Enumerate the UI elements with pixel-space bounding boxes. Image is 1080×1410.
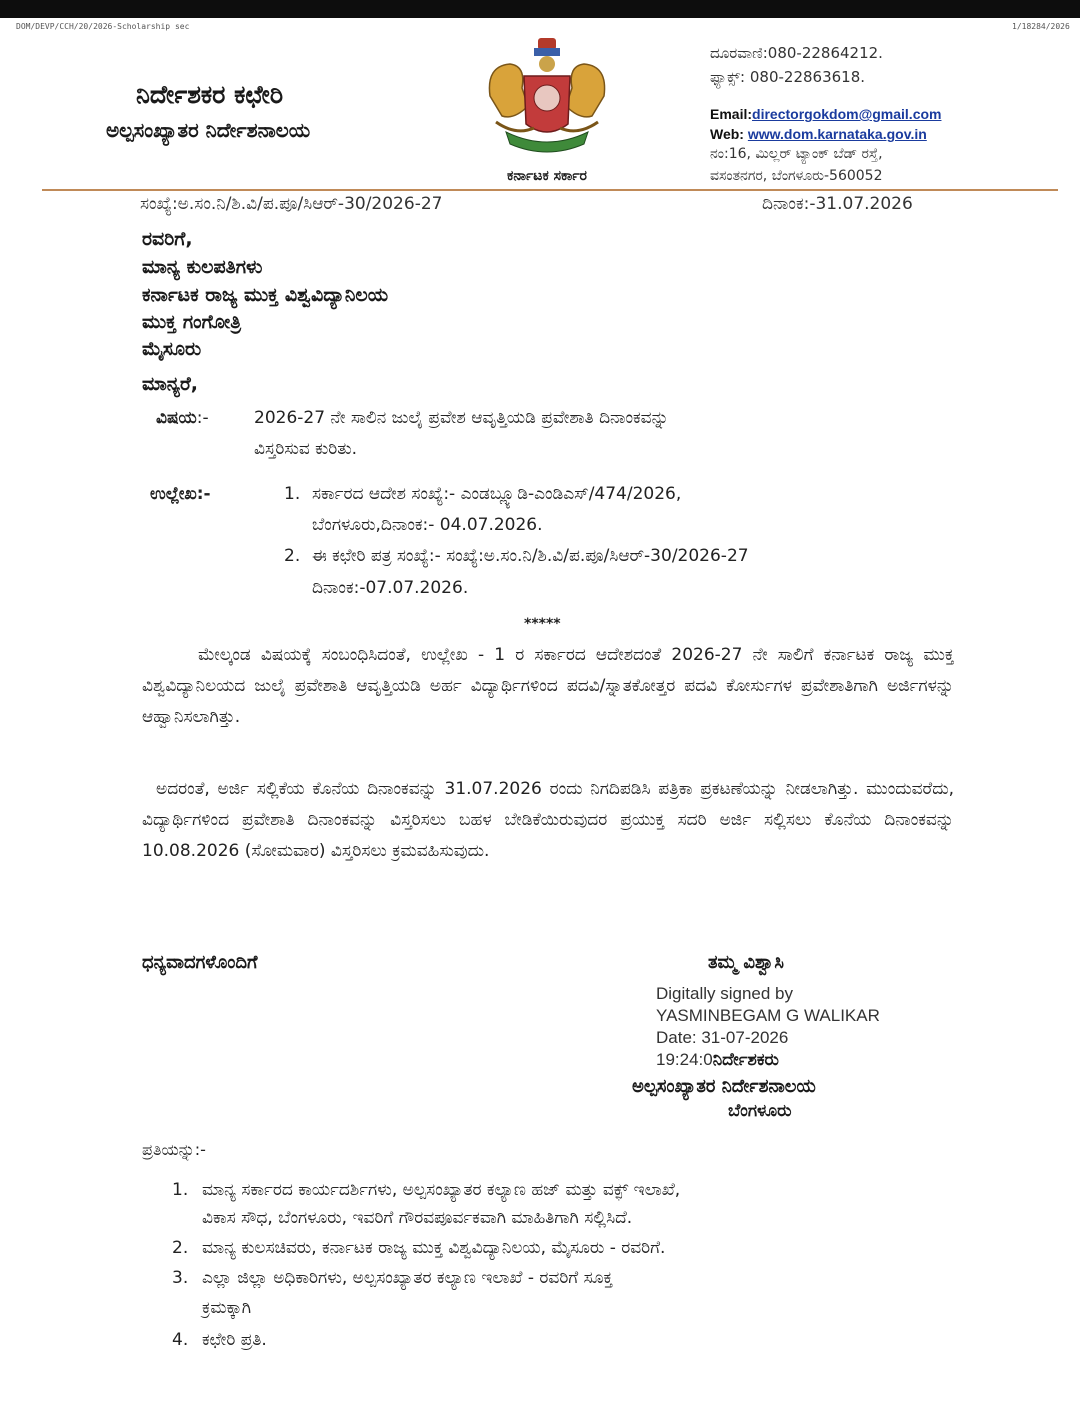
reference-number: ಸಂಖ್ಯೆ:ಅ.ಸಂ.ನಿ/ಶಿ.ವಿ/ಪ.ಪೂ/ಸಿಆರ್-30/2026-27 [140, 194, 443, 214]
file-ref-left: DOM/DEVP/CCH/20/2026-Scholarship sec [16, 22, 190, 31]
address-line-2: ವಸಂತನಗರ, ಬೆಂಗಳೂರು-560052 [710, 168, 883, 184]
subject-label: ವಿಷಯ [156, 408, 197, 428]
copy-1-line-2: ವಿಕಾಸ ಸೌಧ, ಬೆಂಗಳೂರು, ಇವರಿಗೆ ಗೌರವಪೂರ್ವಕವಾಗಿ ಮಾಹಿತಿಗಾಗಿ ಸಲ್ಲಿಸಿದೆ. [202, 1208, 633, 1228]
subject-line-1: 2026-27 ನೇ ಸಾಲಿನ ಜುಲೈ ಪ್ರವೇಶ ಆವೃತ್ತಿಯಡಿ ಪ್ರವೇಶಾತಿ ದಿನಾಂಕವನ್ನು [254, 408, 669, 428]
signature-line-4-group [656, 1050, 779, 1070]
closing-yours: ತಮ್ಮ ವಿಶ್ವಾಸಿ [708, 952, 784, 973]
web-line [710, 126, 927, 142]
recipient-line-1: ರವರಿಗೆ, [142, 228, 193, 250]
reference-2-line-2: ದಿನಾಂಕ:-07.07.2026. [312, 578, 469, 598]
copy-1-line-1: ಮಾನ್ಯ ಸರ್ಕಾರದ ಕಾರ್ಯದರ್ಶಿಗಳು, ಅಲ್ಪಸಂಖ್ಯಾತರ ಕಲ್ಯಾಣ ಹಜ್ ಮತ್ತು ವಕ್ಫ್ ಇಲಾಖೆ, [202, 1180, 681, 1200]
department-name: ಅಲ್ಪಸಂಖ್ಯಾತರ ನಿರ್ದೇಶನಾಲಯ [106, 118, 311, 142]
section-separator: ***** [524, 616, 561, 632]
reference-2-number: 2. [284, 546, 301, 566]
recipient-line-4: ಮುಕ್ತ ಗಂಗೋತ್ರಿ [142, 311, 242, 333]
file-ref-right: 1/18284/2026 [1012, 22, 1070, 31]
references-label: ಉಲ್ಲೇಖ:- [150, 484, 211, 504]
signatory-department: ಅಲ್ಪಸಂಖ್ಯಾತರ ನಿರ್ದೇಶನಾಲಯ [632, 1076, 816, 1097]
signature-line-3: Date: 31-07-2026 [656, 1028, 789, 1047]
subject-separator: :- [196, 408, 209, 428]
reference-2-line-1: ಈ ಕಛೇರಿ ಪತ್ರ ಸಂಖ್ಯೆ:- ಸಂಖ್ಯೆ:ಅ.ಸಂ.ನಿ/ಶಿ.ವಿ/ಪ.ಪೂ/ಸಿಆರ್-30/2026-27 [312, 546, 749, 566]
signature-line-1: Digitally signed by [656, 984, 794, 1003]
emblem-caption: ಕರ್ನಾಟಕ ಸರ್ಕಾರ [507, 168, 587, 184]
copy-2-line-1: ಮಾನ್ಯ ಕುಲಸಚಿವರು, ಕರ್ನಾಟಕ ರಾಜ್ಯ ಮುಕ್ತ ವಿಶ್ವವಿದ್ಯಾನಿಲಯ, ಮೈಸೂರು - ರವರಿಗೆ. [202, 1238, 666, 1258]
header-divider [42, 189, 1058, 191]
subject-label-group [156, 408, 209, 428]
copy-1-number: 1. [172, 1180, 189, 1200]
email-link[interactable]: directorgokdom@gmail.com [752, 106, 942, 122]
recipient-line-5: ಮೈಸೂರು [142, 338, 202, 360]
closing-thanks: ಧನ್ಯವಾದಗಳೊಂದಿಗೆ [142, 952, 258, 973]
subject-line-2: ವಿಸ್ತರಿಸುವ ಕುರಿತು. [254, 439, 358, 459]
copy-3-line-1: ಎಲ್ಲಾ ಜಿಲ್ಲಾ ಅಧಿಕಾರಿಗಳು, ಅಲ್ಪಸಂಖ್ಯಾತರ ಕಲ್ಯಾಣ ಇಲಾಖೆ - ರವರಿಗೆ ಸೂಕ್ತ [202, 1268, 613, 1288]
signature-line-2: YASMINBEGAM G WALIKAR [656, 1006, 880, 1025]
email-label: Email: [710, 106, 753, 122]
government-emblem [476, 36, 618, 186]
copy-3-number: 3. [172, 1268, 189, 1288]
body-paragraph-1: ಮೇಲ್ಕಂಡ ವಿಷಯಕ್ಕೆ ಸಂಬಂಧಿಸಿದಂತೆ, ಉಲ್ಲೇಖ - 1 ರ ಸರ್ಕಾರದ ಆದೇಶದಂತೆ 2026-27 ನೇ ಸಾಲಿಗೆ ಕರ್ನಾಟಕ ರಾಜ್ಯ ಮುಕ್ತ ವಿಶ್ವವಿದ್ಯಾನಿಲಯದ ಜುಲೈ ಪ್ರವೇಶಾತಿ ಆವೃತ್ತಿಯಡಿ ಅರ್ಹ ವಿದ್ಯಾರ್ಥಿಗಳಿಂದ ಪದವಿ/ಸ್ನಾತಕೋತ್ತರ ಪದವಿ ಕೋರ್ಸುಗಳ ಪ್ರವೇಶಾತಿಗಾಗಿ ಅರ್ಜಿಗಳನ್ನು ಆಹ್ವಾನಿಸಲಾಗಿತ್ತು. [142, 645, 954, 727]
scan-top-border [0, 0, 1080, 18]
signatory-city: ಬೆಂಗಳೂರು [728, 1101, 792, 1121]
phone-number: ದೂರವಾಣಿ:080-22864212. [710, 44, 883, 62]
reference-1-number: 1. [284, 484, 301, 504]
copy-4-number: 4. [172, 1330, 189, 1350]
fax-number: ಫ್ಯಾಕ್ಸ್: 080-22863618. [710, 68, 866, 86]
address-line-1: ನಂ:16, ಮಿಲ್ಲರ್ ಟ್ಯಾಂಕ್ ಬೆಡ್ ರಸ್ತೆ, [710, 146, 883, 162]
copy-4-line-1: ಕಛೇರಿ ಪ್ರತಿ. [202, 1330, 267, 1350]
copy-2-number: 2. [172, 1238, 189, 1258]
signatory-title: ನಿರ್ದೇಶಕರು [712, 1050, 779, 1070]
recipient-line-2: ಮಾನ್ಯ ಕುಲಪತಿಗಳು [142, 256, 263, 278]
recipient-line-3: ಕರ್ನಾಟಕ ರಾಜ್ಯ ಮುಕ್ತ ವಿಶ್ವವಿದ್ಯಾನಿಲಯ [142, 284, 389, 306]
copy-to-label: ಪ್ರತಿಯನ್ನು:- [142, 1140, 206, 1159]
copy-3-line-2: ಕ್ರಮಕ್ಕಾಗಿ [202, 1298, 252, 1318]
web-label: Web: [710, 126, 748, 142]
salutation: ಮಾನ್ಯರೆ, [142, 373, 198, 395]
reference-1-line-2: ಬೆಂಗಳೂರು,ದಿನಾಂಕ:- 04.07.2026. [312, 515, 543, 535]
signature-time: 19:24:0 [656, 1050, 713, 1069]
web-link[interactable]: www.dom.karnataka.gov.in [747, 126, 927, 142]
email-line [710, 106, 941, 122]
body-paragraph-2: ಅದರಂತೆ, ಅರ್ಜಿ ಸಲ್ಲಿಕೆಯ ಕೊನೆಯ ದಿನಾಂಕವನ್ನು 31.07.2026 ರಂದು ನಿಗದಿಪಡಿಸಿ ಪತ್ರಿಕಾ ಪ್ರಕಟಣೆಯನ್ನು ನೀಡಲಾಗಿತ್ತು. ಮುಂದುವರೆದು, ವಿದ್ಯಾರ್ಥಿಗಳಿಂದ ಪ್ರವೇಶಾತಿ ದಿನಾಂಕವನ್ನು ವಿಸ್ತರಿಸಲು ಬಹಳ ಬೇಡಿಕೆಯಿರುವುದರ ಪ್ರಯುಕ್ತ ಸದರಿ ಅರ್ಜಿ ಸಲ್ಲಿಸಲು ಕೊನೆಯ ದಿನಾಂಕವನ್ನು 10.08.2026 (ಸೋಮವಾರ) ವಿಸ್ತರಿಸಲು ಕ್ರಮವಹಿಸುವುದು. [142, 779, 954, 861]
letter-date: ದಿನಾಂಕ:-31.07.2026 [762, 194, 913, 214]
reference-1-line-1: ಸರ್ಕಾರದ ಆದೇಶ ಸಂಖ್ಯೆ:- ಎಂಡಬ್ಲ್ಯೂಡಿ-ಎಂಡಿಎಸ್/474/2026, [312, 484, 682, 504]
office-name: ನಿರ್ದೇಶಕರ ಕಛೇರಿ [136, 80, 284, 109]
